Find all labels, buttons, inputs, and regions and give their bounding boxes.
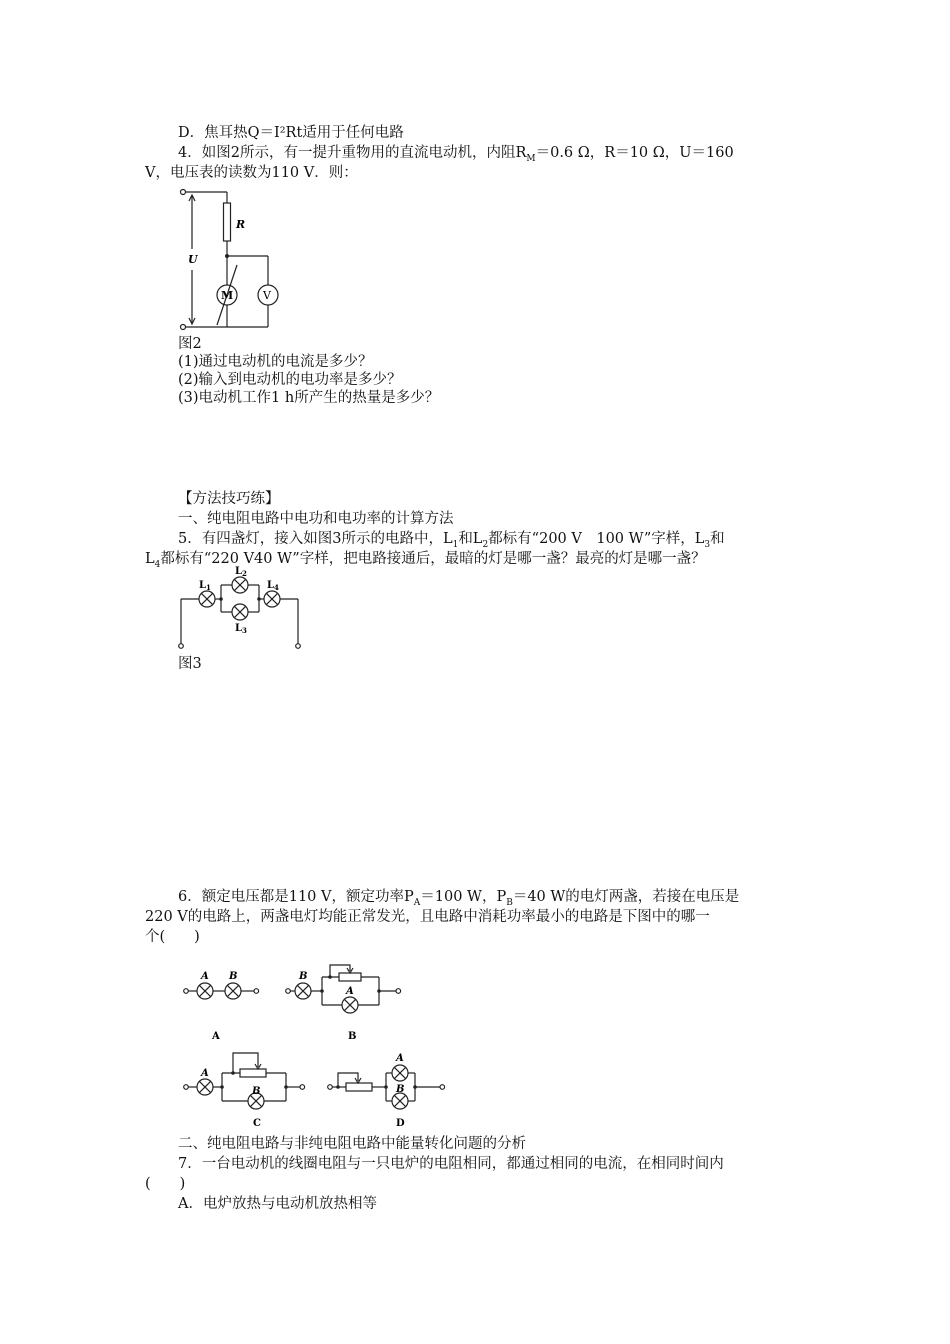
q4-sub-2: (2)输入到电动机的电功率是多少？ (178, 372, 402, 388)
circuit-option-d (328, 1053, 445, 1129)
lamp-l4-label: $L_4$ (267, 580, 279, 592)
lamp-l1-label: $L_1$ (199, 580, 211, 592)
figure-3-circuit (172, 566, 307, 656)
motor-m-label: M (221, 289, 234, 302)
section-heading: 【方法技巧练】 (178, 491, 280, 507)
q7-option-a: A．电炉放热与电动机放热相等 (178, 1196, 377, 1212)
q6-line-2: 220 V的电路上，两盏电灯均能正常发光，且电路中消耗功率最小的电路是下图中的哪一 (145, 909, 710, 925)
q6-line-3: 个( ) (145, 929, 200, 945)
circuit-c-lamp-b: B (252, 1086, 261, 1097)
lamp-l3-label: $L_3$ (235, 623, 247, 635)
circuit-d-lamp-b: B (396, 1084, 405, 1095)
q7-line-2: ( ) (145, 1176, 186, 1192)
q4-sub-1: (1)通过电动机的电流是多少？ (178, 354, 373, 370)
option-label-b: B (348, 1031, 357, 1042)
figure-2-caption: 图2 (178, 336, 202, 352)
voltmeter-v-label: V (263, 289, 271, 302)
q5-line-1: 5．有四盏灯，接入如图3所示的电路中，$L_1$和$L_2$都标有“200 V 100 W”字样，$L_3$和 (178, 531, 725, 550)
circuit-b-lamp-a: A (346, 986, 354, 997)
circuit-option-b (286, 965, 401, 1042)
q4-sub-3: (3)电动机工作1 h所产生的热量是多少？ (178, 390, 440, 406)
voltage-u-label: U (188, 253, 198, 266)
q4-line-1: 4．如图2所示，有一提升重物用的直流电动机，内阻$R_M=0.6$ Ω，R＝10 Ω，U＝160 (178, 145, 734, 164)
q4-line-2: V，电压表的读数为110 V．则： (145, 165, 358, 181)
circuit-option-c (184, 1053, 305, 1129)
lamp-l2-label: $L_2$ (235, 566, 247, 578)
section-2-title: 二、纯电阻电路与非纯电阻电路中能量转化问题的分析 (178, 1136, 526, 1152)
circuit-a-lamp-a: A (201, 971, 209, 982)
circuit-option-a (184, 971, 259, 1042)
q6-line-1: 6．额定电压都是110 V，额定功率$P_A=100$ W，$P_B=40$ W的电灯两盏，若接在电压是 (178, 889, 740, 908)
figure-2-circuit (170, 182, 290, 334)
circuit-c-lamp-a: A (201, 1068, 209, 1079)
option-label-a: A (212, 1031, 220, 1042)
option-label-d: D (396, 1118, 405, 1129)
q5-line-2: $L_4$都标有“220 V40 W”字样，把电路接通后，最暗的灯是哪一盏？最亮的灯是哪一盏？ (145, 551, 706, 570)
figure-3-caption: 图3 (178, 656, 202, 672)
circuit-d-lamp-a: A (396, 1053, 404, 1064)
circuit-a-lamp-b: B (229, 971, 238, 982)
q3-option-d: D．焦耳热Q＝I²Rt适用于任何电路 (178, 125, 404, 141)
section-1-title: 一、纯电阻电路中电功和电功率的计算方法 (178, 511, 454, 527)
q7-line-1: 7．一台电动机的线圈电阻与一只电炉的电阻相同，都通过相同的电流，在相同时间内 (178, 1156, 724, 1172)
resistor-r-label: R (236, 218, 246, 231)
option-label-c: C (253, 1118, 261, 1129)
q6-options-figure (178, 965, 453, 1130)
circuit-b-lamp-b: B (299, 971, 308, 982)
